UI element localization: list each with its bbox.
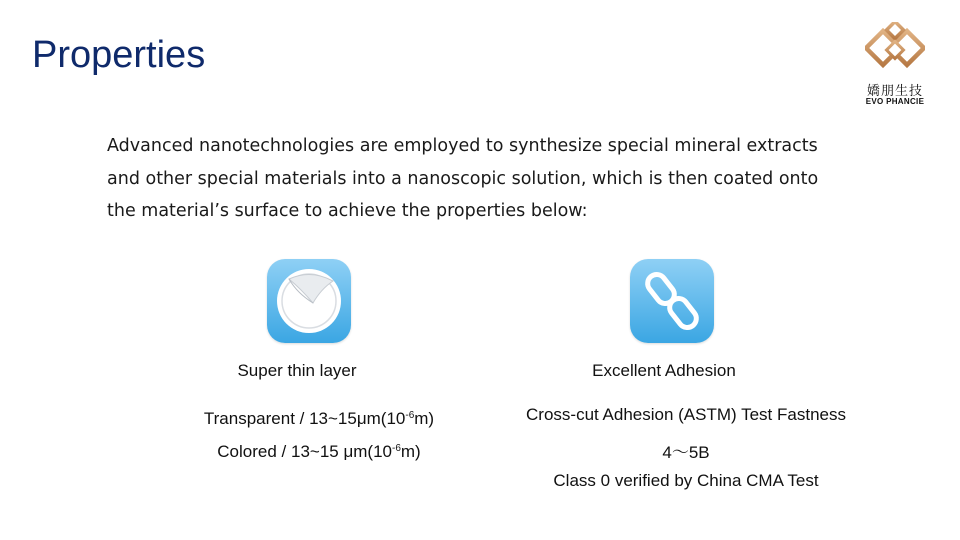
peeling-sticker-icon	[267, 259, 351, 343]
spec-colored-thickness: Colored / 13~15 $\mu m(10^{-6}m)$	[217, 442, 421, 461]
intro-line-3: the material’s surface to achieve the properties below:	[107, 201, 588, 221]
spec-fastness-grade: 4～5B	[662, 443, 710, 462]
logo-english-name: EVO PHANCIE	[865, 97, 925, 106]
spec-transparent-thickness: Transparent / $13\sim 15\mu m(10^{-6}m)$	[203, 409, 435, 428]
logo-chinese-name: 嬌朋生技	[866, 84, 923, 99]
chain-link-icon	[630, 259, 714, 343]
intro-line-1: Advanced nanotechnologies are employed to synthesize special mineral extracts	[107, 136, 818, 156]
intro-line-2: and other special materials into a nanoscopic solution, which is then coated onto	[107, 168, 819, 189]
company-logo	[858, 22, 932, 108]
evo-phancie-logo-icon	[865, 22, 925, 78]
feature-label-adhesion: Excellent Adhesion	[592, 361, 736, 380]
spec-crosscut-test: Cross-cut Adhesion (ASTM) Test Fastness	[526, 405, 846, 424]
feature-label-thin-layer: Super thin layer	[237, 361, 357, 380]
spec-cma-verification: Class 0 verified by China CMA Test	[553, 471, 819, 490]
slide-title: Properties	[32, 34, 206, 76]
intro-paragraph	[107, 130, 867, 228]
